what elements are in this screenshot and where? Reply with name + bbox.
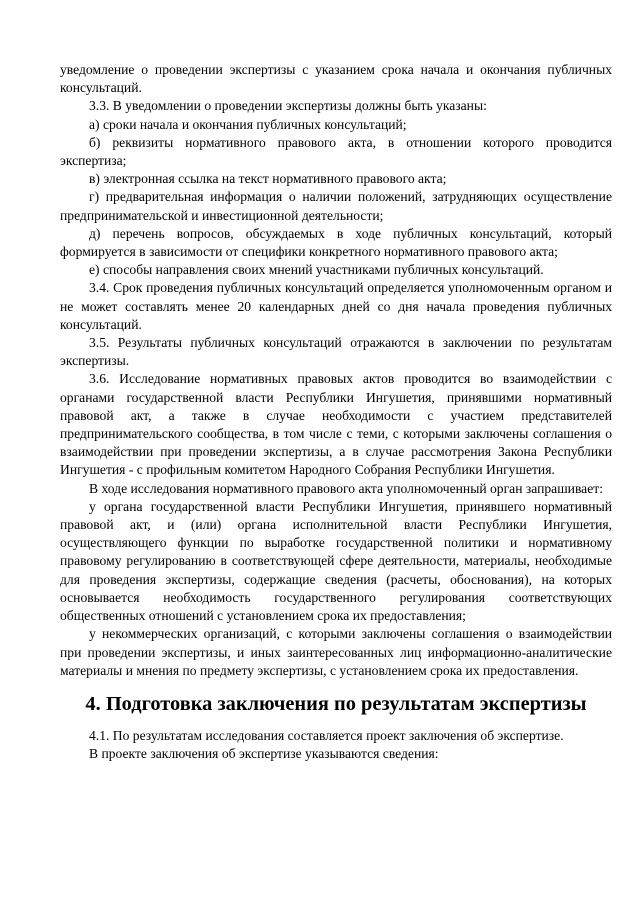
paragraph-draft-info: В проекте заключения об экспертизе указываются сведения: — [89, 746, 439, 762]
paragraphs-top — [60, 61, 612, 680]
list-item-g: г) предварительная информация о наличии положений, затрудняющих осуществление предпринимательской и инвестиционной деятельности; — [60, 189, 612, 223]
list-item-d: д) перечень вопросов, обсуждаемых в ходе публичных консультаций, который формируется в зависимости от специфики конкретного нормативного правового акта; — [60, 225, 612, 260]
list-item-a: а) сроки начала и окончания публичных консультаций; — [89, 116, 407, 132]
paragraphs-bottom — [60, 727, 612, 763]
paragraph-continuation: уведомление о проведении экспертизы с указанием срока начала и окончания публичных консультаций. — [60, 62, 612, 96]
paragraph-3-4: 3.4. Срок проведения публичных консультаций определяется уполномоченным органом и не может составлять менее 20 календарных дней со дня начала проведения публичных консультаций. — [60, 280, 612, 332]
paragraph-3-3: 3.3. В уведомлении о проведении экспертизы должны быть указаны: — [89, 98, 487, 114]
section-heading: 4. Подготовка заключения по результатам экспертизы — [85, 692, 587, 715]
paragraph-request-authority: у органа государственной власти Республики Ингушетия, принявшего нормативный правовой акт, и (или) органа исполнительной власти Республики Ингушетия, осуществляющего функции по выработке государственной политики и нормативному правовому регулированию в соответствующей сфере деятельности, материалы, необходимые для проведения экспертизы, содержащие сведения (расчеты, обоснования), на которых основывается необходимость государственного регулирования соответствующих общественных отношений с установлением срока их предоставления; — [60, 498, 612, 624]
list-item-b: б) реквизиты нормативного правового акта, в отношении которого проводится экспертиза; — [60, 134, 612, 169]
paragraph-request-ngo: у некоммерческих организаций, с которыми заключены соглашения о взаимодействии при проведении экспертизы, и иных заинтересованных лиц информационно-аналитические материалы и мнения по предмету экспертизы, с установлением срока их предоставления. — [60, 626, 612, 678]
paragraph-request-intro: В ходе исследования нормативного правового акта уполномоченный орган запрашивает: — [89, 480, 603, 496]
list-item-v: в) электронная ссылка на текст нормативного правового акта; — [89, 171, 447, 187]
paragraph-3-5: 3.5. Результаты публичных консультаций отражаются в заключении по результатам экспертизы. — [60, 335, 612, 369]
paragraph-3-6: 3.6. Исследование нормативных правовых актов проводится во взаимодействии с органами государственной власти Республики Ингушетия, принявшими нормативный правовой акт, а также в случае необходимости с участием представителей предпринимательского сообщества, в том числе с теми, с которыми заключены соглашения о взаимодействии при проведении экспертизы, а в случае рассмотрения Закона Республики Ингушетия - с профильным комитетом Народного Собрания Республики Ингушетия. — [60, 371, 612, 478]
list-item-e: е) способы направления своих мнений участниками публичных консультаций. — [89, 262, 544, 278]
paragraph-4-1: 4.1. По результатам исследования составляется проект заключения об экспертизе. — [89, 728, 564, 744]
